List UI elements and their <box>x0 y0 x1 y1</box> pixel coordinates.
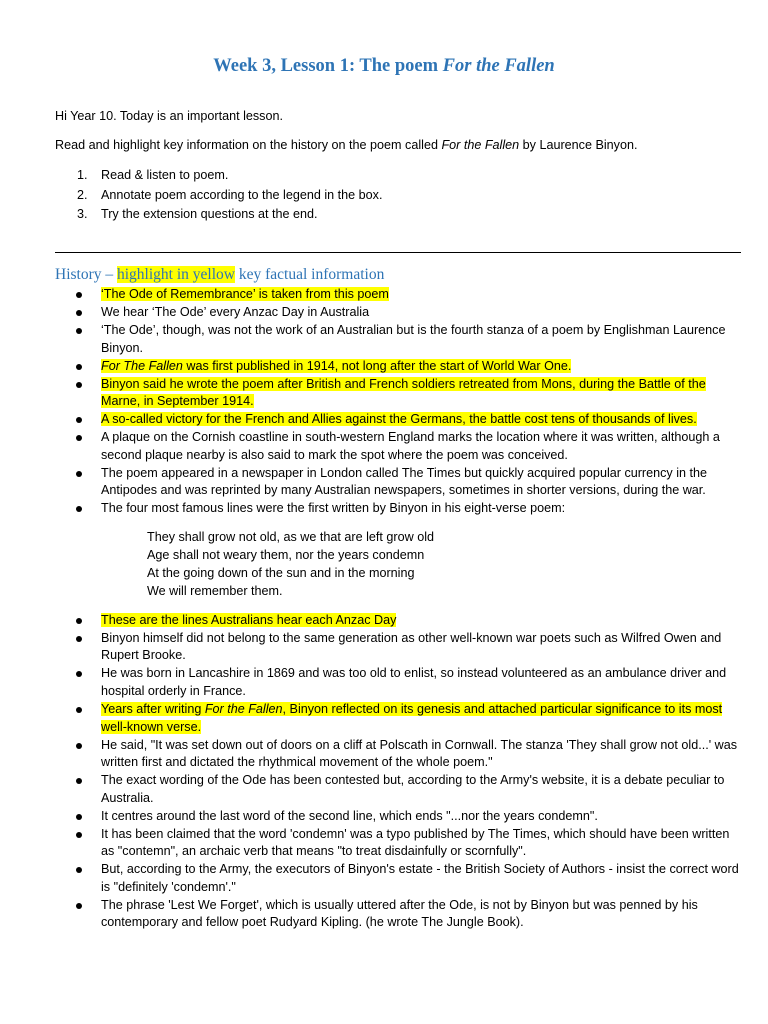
bullet-text: The exact wording of the Ode has been contested but, according to the Army's website, it is a debate peculiar to Australia. <box>101 773 725 805</box>
bullet-text-pre: Years after writing <box>101 701 205 716</box>
list-item <box>55 376 745 411</box>
bullet-text: It has been claimed that the word 'condemn' was a typo published by The Times, which should have been written as "contemn", an archaic verb that means "to treat disdainfully or scornfully". <box>101 826 730 859</box>
list-item <box>55 358 745 376</box>
page-title <box>0 56 768 77</box>
bullet-text: A so-called victory for the French and Allies against the Germans, the battle cost tens of thousands of lives. <box>101 412 697 427</box>
bullet-text: It centres around the last word of the second line, which ends "...nor the years condemn". <box>101 808 598 823</box>
poem-line: They shall grow not old, as we that are left grow old <box>147 529 435 544</box>
bullet-text: He said, "It was set down out of doors on a cliff at Polscath in Cornwall. The stanza 'They shall grow not old...' was written first and dictated the rhythmical movement of the whole poem." <box>101 737 738 770</box>
poem-line: We will remember them. <box>147 583 283 598</box>
step-text: Try the extension questions at the end. <box>101 207 318 221</box>
list-item <box>55 411 745 429</box>
history-heading-pre: History – <box>55 266 117 283</box>
history-heading <box>55 266 384 284</box>
list-item <box>55 286 745 304</box>
bullet-text: These are the lines Australians hear each Anzac Day <box>101 612 397 627</box>
list-item <box>55 701 745 736</box>
bullet-text: ‘The Ode of Remembrance’ is taken from this poem <box>101 287 389 301</box>
list-item <box>55 897 745 932</box>
intro-instruction <box>55 137 735 154</box>
list-item <box>55 322 745 357</box>
bullet-text: We hear ‘The Ode’ every Anzac Day in Australia <box>101 304 370 319</box>
bullet-text: was first published in 1914, not long after the start of World War One. <box>182 358 572 373</box>
title-main: Week 3, Lesson 1: The poem <box>213 56 443 76</box>
list-item <box>55 500 745 518</box>
title-italic: For the Fallen <box>442 56 555 76</box>
bullet-text: But, according to the Army, the executors of Binyon's estate - the British Society of Authors - insist the correct word is "definitely 'condemn'." <box>101 862 739 894</box>
bullet-text: Binyon said he wrote the poem after British and French soldiers retreated from Mons, during the Battle of the Marne, in September 1914. <box>101 376 706 409</box>
poem-line: Age shall not weary them, nor the years condemn <box>147 547 425 562</box>
list-item <box>55 772 745 807</box>
step-number: 2. <box>77 187 88 202</box>
step-item <box>55 205 735 225</box>
poem-stanza <box>55 528 745 600</box>
poem-line: At the going down of the sun and in the morning <box>147 565 415 580</box>
instruction-pre: Read and highlight key information on the history on the poem called <box>55 138 442 152</box>
bullet-text: The phrase 'Lest We Forget', which is usually uttered after the Ode, is not by Binyon but was penned by his contemporary and fellow poet Rudyard Kipling. (he wrote The Jungle Book). <box>101 897 698 930</box>
list-item <box>55 665 745 700</box>
intro-greeting: Hi Year 10. Today is an important lesson. <box>55 109 283 123</box>
bullet-text: The four most famous lines were the first written by Binyon in his eight-verse poem: <box>101 501 566 516</box>
list-item <box>55 465 745 500</box>
instruction-post: by Laurence Binyon. <box>519 138 638 152</box>
step-text: Read & listen to poem. <box>101 168 229 182</box>
instruction-poem-title: For the Fallen <box>441 138 520 152</box>
list-item <box>55 808 745 826</box>
bullet-text: He was born in Lancashire in 1869 and was too old to enlist, so instead volunteered as an ambulance driver and hospital orderly in France. <box>101 666 727 698</box>
step-number: 3. <box>77 207 88 221</box>
bullet-text: Binyon himself did not belong to the same generation as other well-known war poets such as Wilfred Owen and Rupert Brooke. <box>101 630 722 663</box>
bullet-text: The poem appeared in a newspaper in London called The Times but quickly acquired popular currency in the Antipodes and was reprinted by many Australian newspapers, sometimes in shorter versions, during the war. <box>101 465 708 498</box>
steps-list <box>55 166 735 225</box>
step-text: Annotate poem according to the legend in the box. <box>101 187 383 202</box>
bullet-poem-title: For the Fallen <box>204 701 283 716</box>
bullet-text: A plaque on the Cornish coastline in south-western England marks the location where it was written, although a second plaque nearby is also said to mark the spot where the poem was conceived. <box>101 430 720 462</box>
step-number: 1. <box>77 168 88 182</box>
list-item <box>55 630 745 665</box>
bullet-text: ‘The Ode’, though, was not the work of an Australian but is the fourth stanza of a poem by Englishman Laurence Binyon. <box>101 322 726 355</box>
list-item <box>55 737 745 772</box>
list-item <box>55 429 745 464</box>
list-item <box>55 612 745 630</box>
list-item <box>55 861 745 896</box>
list-item <box>55 304 745 322</box>
bullet-poem-title: For The Fallen <box>101 358 183 373</box>
bullet-text: , Binyon reflected on its genesis and attached particular significance to its most well-known verse. <box>101 701 723 734</box>
history-heading-post: key factual information <box>234 266 385 283</box>
step-item <box>55 186 735 206</box>
list-item <box>55 826 745 861</box>
history-heading-highlight: highlight in yellow <box>117 266 235 283</box>
horizontal-divider <box>55 252 741 253</box>
step-item <box>55 166 735 186</box>
history-bullet-list <box>55 286 745 932</box>
